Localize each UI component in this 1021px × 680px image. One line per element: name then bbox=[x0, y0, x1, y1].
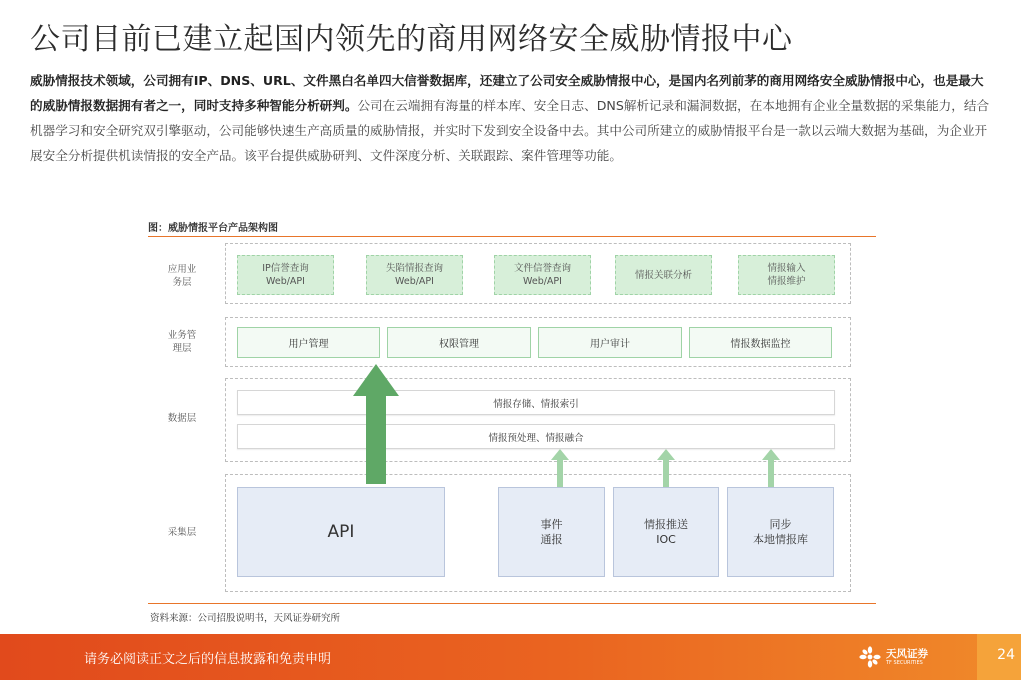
figure-top-rule bbox=[148, 236, 876, 237]
app-item-ip-reputation: IP信誉查询 Web/API bbox=[237, 255, 334, 295]
body-paragraph bbox=[30, 68, 990, 168]
collect-item-sync-local: 同步 本地情报库 bbox=[727, 487, 834, 577]
biz-item-user-audit: 用户审计 bbox=[538, 327, 682, 358]
figure-source: 资料来源：公司招股说明书，天风证券研究所 bbox=[150, 613, 341, 624]
biz-item-user-management: 用户管理 bbox=[237, 327, 380, 358]
page-number: 24 bbox=[997, 647, 1015, 663]
logo-subtitle: TF SECURITIES bbox=[886, 659, 923, 666]
figure-caption: 图：威胁情报平台产品架构图 bbox=[148, 223, 278, 234]
body-normal-text: 公司在云端拥有海量的样本库、安全日志、DNS解析记录和漏洞数据，在本地拥有企业全量数据的采集能力，结合机器学习和安全研究双引擎驱动，公司能够快速生产高质量的威胁情报，并实时下发到安全设备中去。其中公司所建立的威胁情报平台是一款以云端大数据为基础，为企业开展安全分析提供机读情报的安全产品。该平台提供威胁研判、文件深度分析、关联跟踪、案件管理等功能。 bbox=[30, 98, 990, 163]
layer-label-biz: 业务管 理层 bbox=[167, 330, 197, 354]
collect-item-api: API bbox=[237, 487, 445, 577]
tf-flower-icon bbox=[858, 646, 882, 668]
layer-label-app: 应用业 务层 bbox=[167, 264, 197, 288]
small-up-arrow-icon bbox=[551, 449, 569, 487]
logo-name: 天风证券 bbox=[886, 647, 928, 660]
app-item-file-reputation: 文件信誉查询 Web/API bbox=[494, 255, 591, 295]
layer-label-collect: 采集层 bbox=[167, 527, 197, 538]
footer-bar bbox=[0, 634, 1021, 680]
biz-item-permission-management: 权限管理 bbox=[387, 327, 531, 358]
data-item-storage-index: 情报存储、情报索引 bbox=[237, 390, 835, 415]
figure-bottom-rule bbox=[148, 603, 876, 604]
data-item-preprocess-fusion: 情报预处理、情报融合 bbox=[237, 424, 835, 449]
footer-disclaimer: 请务必阅读正文之后的信息披露和免责申明 bbox=[84, 652, 332, 667]
small-up-arrow-icon bbox=[762, 449, 780, 487]
collect-item-intel-push: 情报推送 IOC bbox=[613, 487, 719, 577]
small-up-arrow-icon bbox=[657, 449, 675, 487]
page-title: 公司目前已建立起国内领先的商用网络安全威胁情报中心 bbox=[30, 22, 793, 57]
app-item-intel-input: 情报输入 情报维护 bbox=[738, 255, 835, 295]
collect-item-event-report: 事件 通报 bbox=[498, 487, 605, 577]
app-item-compromise-intel: 失陷情报查询 Web/API bbox=[366, 255, 463, 295]
body-bold-text: 威胁情报技术领域，公司拥有IP、DNS、URL、文件黑白名单四大信誉数据库，还建立了公司安全威胁情报中心，是国内名列前茅的商用网络安全威胁情报中心，也是最大的威胁情报数据拥有者之一，同时支持多种智能分析研判。 bbox=[30, 73, 984, 113]
company-logo bbox=[858, 646, 928, 668]
layer-label-data: 数据层 bbox=[167, 413, 197, 424]
biz-item-data-monitoring: 情报数据监控 bbox=[689, 327, 832, 358]
app-item-intel-correlation: 情报关联分析 bbox=[615, 255, 712, 295]
big-up-arrow-icon bbox=[353, 364, 399, 484]
